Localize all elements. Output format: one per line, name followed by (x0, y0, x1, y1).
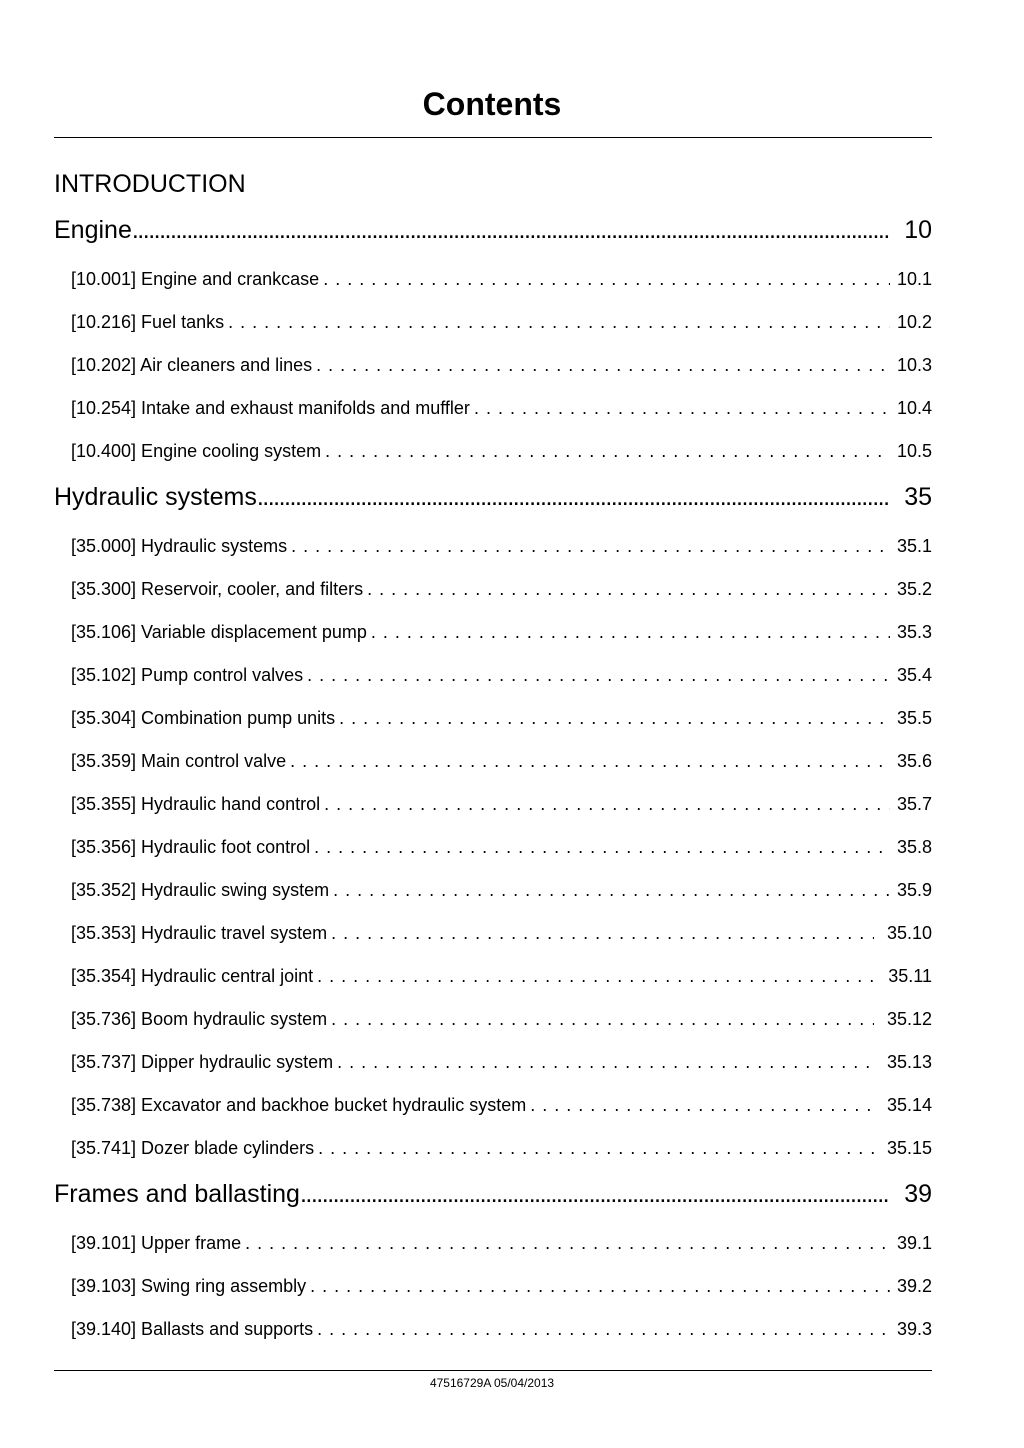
dot-leader (300, 1180, 890, 1209)
dot-leader (320, 794, 890, 815)
dot-leader (327, 923, 874, 944)
title-divider (54, 137, 932, 138)
toc-chapter-frames-and-ballasting[interactable] (54, 1180, 932, 1209)
toc-section-item[interactable] (71, 1138, 932, 1159)
section-page: 35.6 (896, 751, 932, 771)
section-page: 35.3 (896, 622, 932, 642)
section-label: [35.300] Reservoir, cooler, and filters (71, 579, 364, 599)
section-label: [35.106] Variable displacement pump (71, 622, 367, 642)
dot-leader (313, 1319, 890, 1340)
section-label: [35.354] Hydraulic central joint (71, 966, 314, 986)
section-label: [39.101] Upper frame (71, 1233, 242, 1253)
section-page: 35.4 (896, 665, 932, 685)
toc-section-item[interactable] (71, 966, 932, 987)
section-label: [35.355] Hydraulic hand control (71, 794, 321, 814)
toc-chapter-engine[interactable] (54, 216, 932, 245)
dot-leader (313, 966, 874, 987)
dot-leader (363, 579, 890, 600)
section-label: [39.103] Swing ring assembly (71, 1276, 307, 1296)
section-page: 35.5 (896, 708, 932, 728)
chapter-label: Hydraulic systems (54, 483, 257, 511)
toc-section-item[interactable] (71, 1009, 932, 1030)
section-label: [10.400] Engine cooling system (71, 441, 322, 461)
section-page: 10.5 (896, 441, 932, 461)
dot-leader (287, 536, 890, 557)
section-page: 35.12 (886, 1009, 932, 1029)
section-page: 35.8 (896, 837, 932, 857)
dot-leader (312, 355, 890, 376)
footer-doc-id: 47516729A 05/04/2013 (429, 1376, 555, 1390)
footer-divider (54, 1370, 932, 1371)
toc-chapter-hydraulic-systems[interactable] (54, 483, 932, 512)
section-page: 39.1 (896, 1233, 932, 1253)
chapter-label: Engine (54, 216, 132, 244)
toc-section-item[interactable] (71, 536, 932, 557)
page-title: Contents (422, 86, 562, 122)
toc-section-item[interactable] (71, 1095, 932, 1116)
dot-leader (333, 1052, 874, 1073)
dot-leader (335, 708, 890, 729)
dot-leader (257, 483, 890, 512)
dot-leader (224, 312, 890, 333)
toc-section-item[interactable] (71, 1319, 932, 1340)
dot-leader (526, 1095, 874, 1116)
section-page: 10.3 (896, 355, 932, 375)
dot-leader (132, 216, 890, 245)
dot-leader (329, 880, 890, 901)
dot-leader (470, 398, 890, 419)
toc-section-item[interactable] (71, 794, 932, 815)
toc-section-item[interactable] (71, 1233, 932, 1254)
toc-section-item[interactable] (71, 355, 932, 376)
toc-section-item[interactable] (71, 837, 932, 858)
toc-section-item[interactable] (71, 579, 932, 600)
section-page: 10.2 (896, 312, 932, 332)
chapter-label: Frames and ballasting (54, 1180, 300, 1208)
section-label: [35.353] Hydraulic travel system (71, 923, 328, 943)
toc-introduction-link[interactable]: INTRODUCTION (54, 170, 246, 198)
section-page: 35.10 (886, 923, 932, 943)
section-page: 39.2 (896, 1276, 932, 1296)
section-label: [35.000] Hydraulic systems (71, 536, 288, 556)
dot-leader (310, 837, 890, 858)
section-page: 35.1 (896, 536, 932, 556)
section-label: [35.359] Main control valve (71, 751, 287, 771)
chapter-page: 39 (904, 1180, 932, 1208)
section-label: [35.352] Hydraulic swing system (71, 880, 330, 900)
dot-leader (321, 441, 890, 462)
toc-section-item[interactable] (71, 622, 932, 643)
chapter-page: 10 (904, 216, 932, 244)
section-page: 10.1 (896, 269, 932, 289)
toc-section-item[interactable] (71, 312, 932, 333)
section-page: 35.14 (886, 1095, 932, 1115)
toc-section-item[interactable] (71, 398, 932, 419)
dot-leader (367, 622, 890, 643)
section-page: 35.15 (886, 1138, 932, 1158)
section-page: 35.11 (888, 966, 932, 986)
dot-leader (286, 751, 890, 772)
section-label: [35.741] Dozer blade cylinders (71, 1138, 315, 1158)
section-label: [35.356] Hydraulic foot control (71, 837, 311, 857)
toc-section-item[interactable] (71, 880, 932, 901)
toc-section-item[interactable] (71, 665, 932, 686)
toc-section-item[interactable] (71, 1052, 932, 1073)
chapter-page: 35 (904, 483, 932, 511)
section-label: [35.102] Pump control valves (71, 665, 304, 685)
toc-section-item[interactable] (71, 708, 932, 729)
dot-leader (327, 1009, 874, 1030)
section-page: 35.9 (896, 880, 932, 900)
dot-leader (306, 1276, 890, 1297)
section-label: [10.001] Engine and crankcase (71, 269, 320, 289)
toc-section-item[interactable] (71, 441, 932, 462)
section-page: 35.2 (896, 579, 932, 599)
toc-section-item[interactable] (71, 1276, 932, 1297)
dot-leader (319, 269, 890, 290)
section-label: [35.738] Excavator and backhoe bucket hydraulic system (71, 1095, 527, 1115)
toc-section-item[interactable] (71, 751, 932, 772)
section-label: [10.216] Fuel tanks (71, 312, 225, 332)
section-label: [35.737] Dipper hydraulic system (71, 1052, 334, 1072)
section-page: 35.13 (886, 1052, 932, 1072)
section-label: [39.140] Ballasts and supports (71, 1319, 314, 1339)
toc-section-item[interactable] (71, 923, 932, 944)
toc-section-item[interactable] (71, 269, 932, 290)
section-page: 39.3 (896, 1319, 932, 1339)
dot-leader (303, 665, 890, 686)
section-page: 10.4 (896, 398, 932, 418)
dot-leader (314, 1138, 874, 1159)
section-label: [10.254] Intake and exhaust manifolds and muffler (71, 398, 470, 418)
section-label: [10.202] Air cleaners and lines (71, 355, 313, 375)
section-label: [35.304] Combination pump units (71, 708, 336, 728)
section-page: 35.7 (896, 794, 932, 814)
section-label: [35.736] Boom hydraulic system (71, 1009, 328, 1029)
dot-leader (241, 1233, 890, 1254)
